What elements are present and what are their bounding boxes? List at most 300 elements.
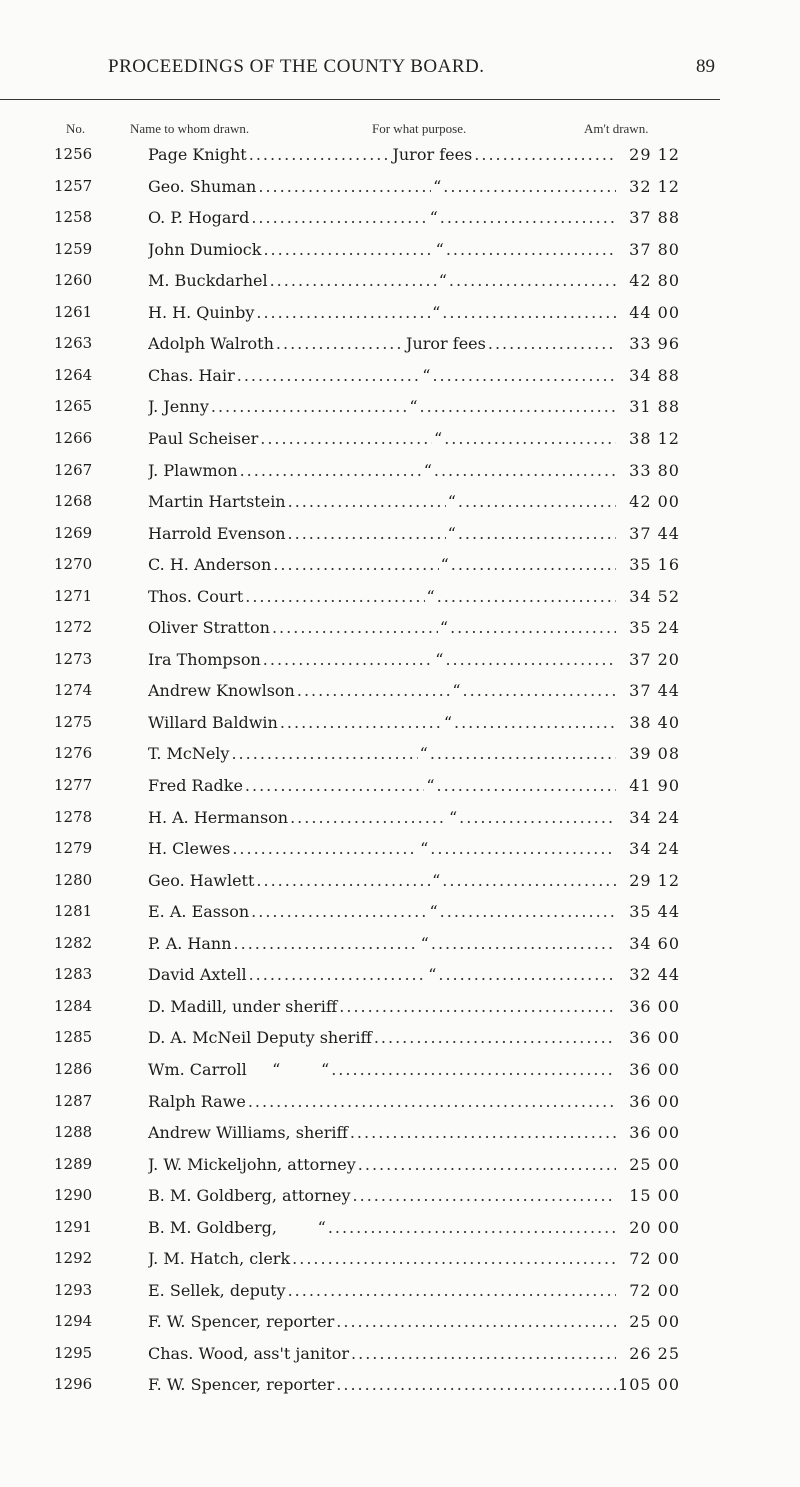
dot-leader	[463, 681, 616, 700]
column-header-purpose: For what purpose.	[372, 121, 467, 136]
warrant-number: 1274	[54, 681, 93, 700]
amount-drawn: 44 00	[629, 302, 680, 322]
warrant-number: 1271	[54, 586, 93, 605]
table-row	[0, 1060, 800, 1088]
amount-drawn: 26 25	[629, 1343, 680, 1363]
table-row	[0, 397, 800, 425]
payee-name: D. Madill, under sheriff	[148, 996, 338, 1016]
warrant-number: 1285	[54, 1028, 93, 1047]
purpose: “	[447, 492, 456, 512]
purpose: “	[438, 271, 447, 291]
dot-leader	[459, 808, 616, 827]
table-row	[0, 839, 800, 867]
dot-leader	[231, 744, 417, 763]
dot-leader	[358, 1155, 616, 1174]
payee-name: H. H. Quinby	[148, 302, 255, 322]
payee-name: Andrew Knowlson	[148, 681, 295, 701]
amount-drawn: 32 44	[629, 965, 680, 985]
payee-name: Geo. Hawlett	[148, 870, 255, 890]
table-row	[0, 1155, 800, 1183]
table-row	[0, 303, 800, 331]
purpose: “	[443, 712, 452, 732]
warrant-entry	[148, 1155, 680, 1174]
amount-drawn: 33 96	[629, 334, 680, 354]
warrant-entry	[148, 587, 680, 606]
header-rule	[0, 99, 720, 100]
warrant-entry	[148, 271, 680, 290]
payee-name: Paul Scheiser	[148, 428, 259, 448]
dot-leader	[434, 461, 616, 480]
warrant-entry	[148, 1123, 680, 1142]
warrant-number: 1279	[54, 839, 93, 858]
payee-name: Geo. Shuman	[148, 176, 257, 196]
warrant-number: 1278	[54, 807, 93, 826]
dot-leader	[336, 1312, 616, 1331]
warrant-entry	[148, 145, 680, 164]
warrant-entry	[148, 1186, 680, 1205]
table-row	[0, 1028, 800, 1056]
dot-leader	[336, 1375, 616, 1394]
warrant-entry	[148, 808, 680, 827]
table-row	[0, 871, 800, 899]
table-row	[0, 902, 800, 930]
amount-drawn: 35 24	[629, 618, 680, 638]
dot-leader	[438, 965, 616, 984]
warrant-entry	[148, 650, 680, 669]
payee-name: Chas. Wood, ass't janitor	[148, 1343, 350, 1363]
warrant-number: 1272	[54, 618, 93, 637]
table-row	[0, 618, 800, 646]
warrant-number: 1287	[54, 1091, 93, 1110]
warrant-number: 1290	[54, 1186, 93, 1205]
amount-drawn: 105 00	[618, 1375, 680, 1395]
dot-leader	[272, 618, 438, 637]
warrant-number: 1275	[54, 712, 93, 731]
table-row	[0, 1186, 800, 1214]
purpose: “	[435, 239, 444, 259]
dot-leader	[249, 965, 427, 984]
warrant-entry	[148, 177, 680, 196]
running-title: PROCEEDINGS OF THE COUNTY BOARD.	[108, 56, 485, 77]
warrant-number: 1259	[54, 239, 93, 258]
warrant-number: 1257	[54, 176, 93, 195]
table-row	[0, 1218, 800, 1246]
table-row	[0, 555, 800, 583]
dot-leader	[234, 934, 419, 953]
warrant-number: 1293	[54, 1280, 93, 1299]
warrant-entry	[148, 461, 680, 480]
dot-leader	[451, 555, 616, 574]
payee-name: P. A. Hann	[148, 933, 232, 953]
warrant-number: 1288	[54, 1123, 93, 1142]
payee-name: B. M. Goldberg, “	[148, 1217, 326, 1237]
dot-leader	[458, 492, 616, 511]
warrant-entry	[148, 524, 680, 543]
table-row	[0, 1123, 800, 1151]
warrant-entry	[148, 839, 680, 858]
dot-leader	[290, 808, 447, 827]
payee-name: E. Sellek, deputy	[148, 1280, 286, 1300]
purpose: “	[420, 933, 429, 953]
warrant-entry	[148, 555, 680, 574]
dot-leader	[431, 934, 616, 953]
amount-drawn: 42 80	[629, 271, 680, 291]
table-row	[0, 681, 800, 709]
purpose: “	[426, 586, 435, 606]
warrant-entry	[148, 397, 680, 416]
warrant-entry	[148, 934, 680, 953]
dot-leader	[450, 618, 616, 637]
payee-name: D. A. McNeil Deputy sheriff	[148, 1028, 372, 1048]
warrant-number: 1265	[54, 397, 93, 416]
warrant-number: 1296	[54, 1375, 93, 1394]
payee-name: Thos. Court	[148, 586, 244, 606]
dot-leader	[232, 839, 418, 858]
payee-name: Ralph Rawe	[148, 1091, 246, 1111]
purpose: “	[429, 902, 438, 922]
warrant-number: 1268	[54, 492, 93, 511]
amount-drawn: 37 20	[629, 649, 680, 669]
table-row	[0, 1375, 800, 1403]
amount-drawn: 39 08	[629, 744, 680, 764]
warrant-number: 1256	[54, 145, 93, 163]
warrant-number: 1283	[54, 965, 93, 984]
amount-drawn: 33 80	[629, 460, 680, 480]
warrant-number: 1282	[54, 933, 93, 952]
warrant-number: 1277	[54, 776, 93, 794]
amount-drawn: 37 44	[629, 681, 680, 701]
dot-leader	[440, 902, 616, 921]
warrant-number: 1291	[54, 1217, 93, 1236]
table-row	[0, 934, 800, 962]
warrant-entry	[148, 1218, 680, 1237]
amount-drawn: 36 00	[629, 1091, 680, 1111]
warrant-number: 1270	[54, 555, 93, 574]
column-header-no: No.	[66, 121, 86, 136]
amount-drawn: 37 44	[629, 523, 680, 543]
purpose: “	[432, 302, 441, 322]
table-row	[0, 776, 800, 804]
table-row	[0, 145, 800, 173]
warrant-entry	[148, 776, 680, 795]
payee-name: M. Buckdarhel	[148, 271, 268, 291]
warrant-entry	[148, 429, 680, 448]
table-row	[0, 744, 800, 772]
dot-leader	[445, 650, 616, 669]
amount-drawn: 34 24	[629, 839, 680, 859]
warrant-number: 1264	[54, 365, 93, 384]
amount-drawn: 32 12	[629, 176, 680, 196]
warrant-number: 1267	[54, 460, 93, 479]
dot-leader	[256, 303, 430, 322]
amount-drawn: 34 24	[629, 807, 680, 827]
warrant-number: 1284	[54, 996, 93, 1015]
amount-drawn: 35 44	[629, 902, 680, 922]
dot-leader	[474, 145, 616, 164]
warrant-number: 1289	[54, 1154, 93, 1173]
payee-name: O. P. Hogard	[148, 208, 250, 228]
warrant-number: 1273	[54, 649, 93, 668]
amount-drawn: 34 88	[629, 365, 680, 385]
warrant-entry	[148, 334, 680, 353]
dot-leader	[328, 1218, 616, 1237]
dot-leader	[446, 240, 616, 259]
payee-name: Andrew Williams, sheriff	[148, 1123, 348, 1143]
warrant-entry	[148, 1375, 680, 1394]
amount-drawn: 31 88	[629, 397, 680, 417]
dot-leader	[237, 366, 421, 385]
warrant-number: 1261	[54, 302, 93, 321]
warrant-number: 1258	[54, 208, 93, 227]
warrant-entry	[148, 1092, 680, 1111]
warrant-entry	[148, 208, 680, 227]
table-row	[0, 334, 800, 362]
dot-leader	[443, 177, 616, 196]
dot-leader	[442, 303, 616, 322]
dot-leader	[454, 713, 616, 732]
amount-drawn: 36 00	[629, 1059, 680, 1079]
purpose: “	[422, 365, 431, 385]
payee-name: T. McNely	[148, 744, 230, 764]
warrant-number: 1286	[54, 1059, 93, 1078]
dot-leader	[211, 397, 407, 416]
table-row	[0, 271, 800, 299]
page-header	[0, 56, 800, 86]
dot-leader	[251, 902, 427, 921]
amount-drawn: 25 00	[629, 1312, 680, 1332]
amount-drawn: 15 00	[629, 1186, 680, 1206]
amount-drawn: 25 00	[629, 1154, 680, 1174]
dot-leader	[251, 208, 427, 227]
payee-name: J. W. Mickeljohn, attorney	[148, 1154, 356, 1174]
purpose: Juror fees	[406, 334, 486, 354]
purpose: “	[440, 555, 449, 575]
dot-leader	[263, 650, 434, 669]
warrant-number: 1263	[54, 334, 93, 353]
purpose: “	[434, 428, 443, 448]
warrant-entry	[148, 1344, 680, 1363]
payee-name: C. H. Anderson	[148, 555, 272, 575]
warrant-entry	[148, 1028, 680, 1047]
dot-leader	[449, 271, 616, 290]
warrant-entry	[148, 871, 680, 890]
warrant-entry	[148, 965, 680, 984]
amount-drawn: 36 00	[629, 1123, 680, 1143]
dot-leader	[270, 271, 437, 290]
dot-leader	[353, 1186, 616, 1205]
amount-drawn: 36 00	[629, 1028, 680, 1048]
warrant-entry	[148, 902, 680, 921]
table-row	[0, 366, 800, 394]
table-row	[0, 240, 800, 268]
warrant-entry	[148, 618, 680, 637]
dot-leader	[351, 1344, 616, 1363]
payee-name: Wm. Carroll “ “	[148, 1059, 330, 1079]
payee-name: H. A. Hermanson	[148, 807, 289, 827]
table-row	[0, 208, 800, 236]
dot-leader	[288, 1281, 616, 1300]
dot-leader	[288, 492, 446, 511]
warrant-entry	[148, 1249, 680, 1268]
table-row	[0, 461, 800, 489]
dot-leader	[273, 555, 438, 574]
dot-leader	[297, 681, 450, 700]
column-header-amount: Am't drawn.	[584, 121, 649, 136]
purpose: “	[420, 839, 429, 859]
warrant-entry	[148, 1312, 680, 1331]
amount-drawn: 37 80	[629, 239, 680, 259]
warrant-number: 1292	[54, 1249, 93, 1268]
payee-name: F. W. Spencer, reporter	[148, 1312, 335, 1332]
payee-name: E. A. Easson	[148, 902, 250, 922]
purpose: “	[448, 807, 458, 827]
warrant-number: 1276	[54, 744, 93, 763]
warrant-number: 1260	[54, 271, 93, 290]
table-row	[0, 1092, 800, 1120]
amount-drawn: 29 12	[629, 145, 680, 164]
warrant-number: 1295	[54, 1343, 93, 1362]
dot-leader	[488, 334, 616, 353]
dot-leader	[350, 1123, 616, 1142]
dot-leader	[248, 1092, 616, 1111]
warrant-entry	[148, 1060, 680, 1079]
payee-name: Willard Baldwin	[148, 712, 278, 732]
payee-name: Harrold Evenson	[148, 523, 286, 543]
payee-name: Fred Radke	[148, 776, 243, 795]
amount-drawn: 38 40	[629, 712, 680, 732]
warrant-entry	[148, 1281, 680, 1300]
dot-leader	[331, 1060, 616, 1079]
payee-name: H. Clewes	[148, 839, 231, 859]
dot-leader	[339, 997, 616, 1016]
table-row	[0, 492, 800, 520]
dot-leader	[430, 744, 616, 763]
warrant-entry	[148, 240, 680, 259]
warrant-number: 1280	[54, 870, 93, 889]
amount-drawn: 38 12	[629, 428, 680, 448]
table-row	[0, 524, 800, 552]
warrant-number: 1269	[54, 523, 93, 542]
dot-leader	[276, 334, 404, 353]
column-headers	[0, 121, 800, 141]
purpose: “	[419, 744, 428, 764]
table-row	[0, 1249, 800, 1277]
dot-leader	[263, 240, 433, 259]
amount-drawn: 29 12	[629, 870, 680, 890]
dot-leader	[292, 1249, 616, 1268]
dot-leader	[280, 713, 442, 732]
payee-name: David Axtell	[148, 965, 247, 985]
warrant-number: 1266	[54, 428, 93, 447]
amount-drawn: 37 88	[629, 208, 680, 228]
amount-drawn: 20 00	[629, 1217, 680, 1237]
payee-name: John Dumiock	[148, 239, 262, 259]
purpose: “	[452, 681, 461, 701]
amount-drawn: 36 00	[629, 996, 680, 1016]
dot-leader	[437, 587, 616, 606]
table-row	[0, 1281, 800, 1309]
amount-drawn: 35 16	[629, 555, 680, 575]
dot-leader	[240, 461, 422, 480]
table-row	[0, 429, 800, 457]
amount-drawn: 72 00	[629, 1280, 680, 1300]
dot-leader	[245, 776, 424, 795]
purpose: “	[409, 397, 418, 417]
warrant-number: 1281	[54, 902, 93, 921]
purpose: “	[429, 208, 438, 228]
payee-name: Chas. Hair	[148, 365, 235, 385]
dot-leader	[432, 366, 616, 385]
dot-leader	[260, 429, 432, 448]
dot-leader	[245, 587, 424, 606]
purpose: Juror fees	[392, 145, 473, 164]
warrant-entry	[148, 492, 680, 511]
table-row	[0, 1312, 800, 1340]
warrant-entry	[148, 681, 680, 700]
dot-leader	[420, 397, 616, 416]
dot-leader	[437, 776, 616, 795]
purpose: “	[423, 460, 432, 480]
purpose: “	[432, 870, 441, 890]
purpose: “	[428, 965, 437, 985]
purpose: “	[439, 618, 449, 638]
warrant-entry	[148, 744, 680, 763]
warrant-entry	[148, 366, 680, 385]
dot-leader	[442, 871, 616, 890]
table-row	[0, 587, 800, 615]
page-number: 89	[696, 56, 715, 77]
payee-name: J. Jenny	[148, 397, 209, 417]
warrant-entry	[148, 713, 680, 732]
warrant-number: 1294	[54, 1312, 93, 1331]
table-row	[0, 965, 800, 993]
payee-name: B. M. Goldberg, attorney	[148, 1186, 351, 1206]
amount-drawn: 34 52	[629, 586, 680, 606]
payee-name: J. M. Hatch, clerk	[148, 1249, 291, 1269]
amount-drawn: 34 60	[629, 933, 680, 953]
warrant-entry	[148, 997, 680, 1016]
purpose: “	[435, 649, 444, 669]
table-row	[0, 650, 800, 678]
table-row	[0, 997, 800, 1025]
dot-leader	[288, 524, 446, 543]
dot-leader	[249, 145, 391, 164]
payee-name: Oliver Stratton	[148, 618, 270, 638]
payee-name: Martin Hartstein	[148, 492, 286, 512]
dot-leader	[258, 177, 431, 196]
dot-leader	[440, 208, 616, 227]
dot-leader	[430, 839, 616, 858]
purpose: “	[433, 176, 442, 196]
column-header-name: Name to whom drawn.	[130, 121, 250, 136]
amount-drawn: 72 00	[629, 1249, 680, 1269]
table-row	[0, 713, 800, 741]
dot-leader	[444, 429, 616, 448]
table-row	[0, 808, 800, 836]
payee-name: Adolph Walroth	[148, 334, 274, 354]
payee-name: J. Plawmon	[148, 460, 238, 480]
dot-leader	[256, 871, 430, 890]
dot-leader	[458, 524, 616, 543]
table-row	[0, 1344, 800, 1372]
purpose: “	[426, 776, 435, 795]
amount-drawn: 41 90	[629, 776, 680, 795]
payee-name: Ira Thompson	[148, 649, 261, 669]
warrant-entry	[148, 303, 680, 322]
payee-name: Page Knight	[148, 145, 247, 164]
purpose: “	[447, 523, 456, 543]
dot-leader	[374, 1028, 616, 1047]
